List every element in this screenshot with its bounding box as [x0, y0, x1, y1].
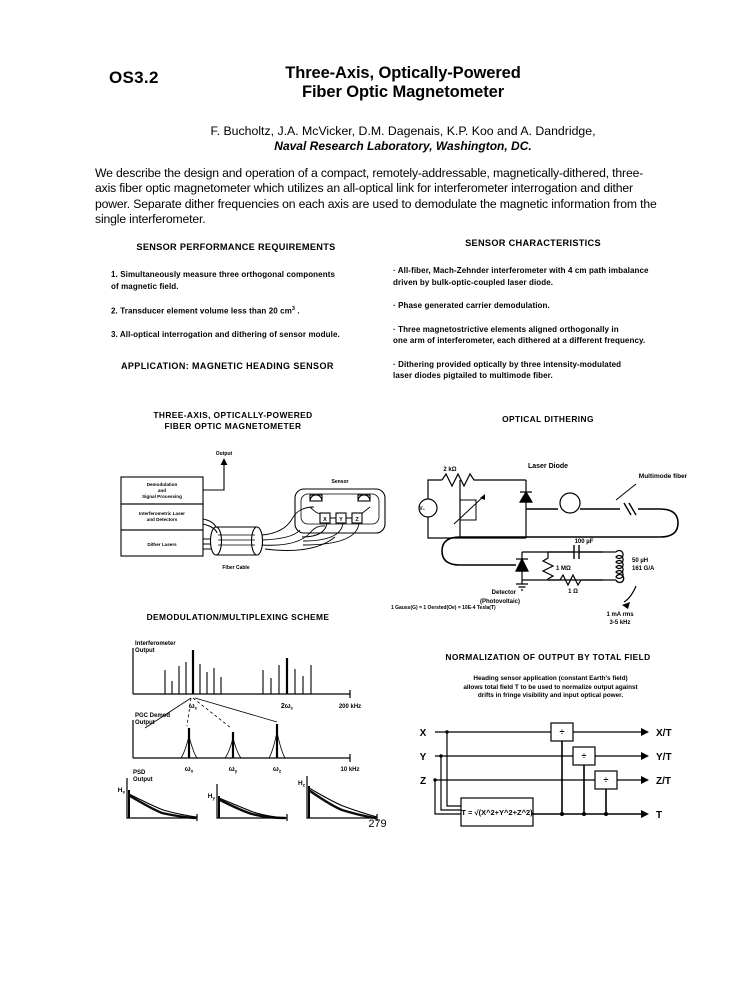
- cable-label-text: Fiber Cable: [222, 565, 250, 571]
- system-figure-heading-line-1: THREE-AXIS, OPTICALLY-POWERED: [153, 410, 313, 420]
- row2-axis-end-text: 10 kHz: [340, 767, 360, 773]
- laser-diode-label-text: Laser Diode: [527, 463, 569, 470]
- system-figure-heading-line-2: FIBER OPTIC MAGNETOMETER: [164, 421, 302, 431]
- hx-label-text: $H_x$: [117, 787, 125, 795]
- divider-2-symbol-text: ÷: [581, 751, 587, 761]
- input-x-label-text: X: [419, 728, 427, 739]
- characteristic-item-1: [393, 265, 673, 288]
- detector-label-line2-text: (Photovoltaic): [480, 599, 520, 605]
- author-block: [133, 124, 673, 154]
- block1-line1-text: Demodulation: [146, 482, 178, 487]
- affiliation: Naval Research Laboratory, Washington, DC.: [274, 139, 532, 153]
- sensor-characteristics: [393, 238, 673, 382]
- normalization-block-diagram: [413, 710, 693, 830]
- characteristic-item-3-line-1: · Three magnetostrictive elements aligned orthogonally in: [393, 324, 619, 334]
- psd-output-line2-text: Output: [133, 777, 153, 783]
- coil-label-line2-text: 161 G/A: [632, 566, 655, 572]
- cap-label-text: 100 µF: [574, 539, 594, 545]
- divider-1-symbol-text: ÷: [559, 727, 565, 737]
- characteristic-item-4-line-2: laser diodes pigtailed to multimode fiber.: [393, 371, 553, 380]
- requirement-item-2-superscript: 3: [291, 306, 296, 312]
- interferometer-output-line2-text: Output: [135, 648, 155, 654]
- divider-3-symbol-text: ÷: [603, 775, 609, 785]
- output-label-text: Output: [215, 451, 233, 457]
- normalization-note-line-1: Heading sensor application (constant Earth's field): [473, 675, 628, 682]
- requirement-item-1-line-2: of magnetic field.: [111, 281, 179, 291]
- current-label-line1-text: 1 mA rms: [606, 612, 634, 618]
- gauss-conversion-footnote: 1 Gauss(G) = 1 Oersted(Oe) = 10E-4 Tesla(T): [391, 605, 496, 611]
- row1-axis-end-text: 200 kHz: [338, 704, 362, 710]
- demodulation-multiplexing-chart: [105, 628, 395, 823]
- omega-z-tick-text: $\omega_z$: [272, 766, 282, 774]
- omega-x-tick-text: $\omega_x$: [184, 766, 194, 774]
- requirements-heading: SENSOR PERFORMANCE REQUIREMENTS: [136, 242, 336, 252]
- output-xt-label-text: X/T: [656, 728, 672, 739]
- characteristic-item-3: [393, 324, 673, 347]
- output-zt-label-text: Z/T: [656, 776, 671, 787]
- output-t-label-text: T: [656, 810, 663, 821]
- r1-label-text: 1 Ω: [568, 589, 578, 595]
- characteristic-item-2: · Phase generated carrier demodulation.: [393, 301, 550, 310]
- characteristic-item-1-line-1: · All-fiber, Mach-Zehnder interferometer with 4 cm path imbalance: [393, 266, 649, 275]
- hz-label-text: $H_z$: [298, 780, 305, 788]
- coil-label-line1-text: 50 µH: [632, 558, 649, 564]
- output-yt-label-text: Y/T: [656, 752, 672, 763]
- sensor-performance-requirements: [111, 242, 361, 371]
- optical-dithering-circuit: [398, 440, 698, 625]
- normalization-note-line-3: drifts in fringe visibility and input optical power.: [477, 692, 624, 700]
- rmeg-label-text: 1 MΩ: [556, 566, 571, 572]
- demod-figure-heading: DEMODULATION/MULTIPLEXING SCHEME: [146, 612, 330, 622]
- session-code: OS3.2: [109, 68, 159, 87]
- requirement-item-1-line-1: 1. Simultaneously measure three orthogonal components: [111, 270, 336, 279]
- abstract-text: We describe the design and operation of a compact, remotely-addressable, magnetically-dithered, three-axis fiber optic magnetometer which utilizes an all-optical link for interferometer interrogation and dither power. Separate dither frequencies on each axis are used to demodulate the magnetic information from the single interferometer.: [95, 166, 657, 226]
- paper-sheet: [23, 20, 732, 960]
- resistor-2k-label-text: 2 kΩ: [443, 467, 457, 473]
- requirement-item-2-text: 2. Transducer element volume less than 20 cm: [111, 306, 292, 316]
- block3-text: Dither Lasers: [147, 542, 177, 547]
- detector-label-line1-text: Detector: [491, 590, 516, 596]
- axis-y-text: Y: [339, 517, 343, 523]
- current-label-line2-text: 3-5 kHz: [609, 620, 631, 625]
- characteristic-item-4: [393, 359, 673, 382]
- application-line: APPLICATION: MAGNETIC HEADING SENSOR: [121, 360, 334, 371]
- author-names: F. Bucholtz, J.A. McVicker, D.M. Dagenais, K.P. Koo and A. Dandridge,: [210, 124, 596, 138]
- axis-z-text: Z: [355, 517, 359, 523]
- interferometer-output-line1-text: Interferometer: [135, 641, 176, 647]
- requirement-item-2-period: .: [295, 306, 300, 316]
- block1-line2-text: and: [157, 488, 167, 493]
- system-figure-heading: [133, 410, 333, 432]
- hy-label-text: $H_y$: [207, 793, 215, 801]
- source-label-text: V₀: [419, 506, 425, 512]
- psd-output-line1-text: PSD: [133, 770, 146, 776]
- omega-c-tick-text: $\omega_c$: [188, 703, 198, 711]
- requirement-item-2: [111, 304, 361, 317]
- dither-figure-heading: OPTICAL DITHERING: [502, 414, 594, 424]
- characteristic-item-4-line-1: · Dithering provided optically by three intensity-modulated: [393, 359, 622, 369]
- block1-line3-text: Signal Processing: [142, 494, 182, 499]
- axis-x-text: X: [323, 517, 327, 523]
- multimode-fiber-label-text: Multimode fiber: [638, 473, 688, 480]
- requirement-item-1: [111, 269, 361, 292]
- page-title: [203, 64, 603, 102]
- normalization-note: [433, 675, 668, 701]
- two-omega-c-tick-text: $2\omega_c$: [280, 703, 294, 711]
- page-number: 279: [368, 818, 387, 830]
- sensor-label-text: Sensor: [331, 479, 349, 485]
- characteristics-heading: SENSOR CHARACTERISTICS: [465, 238, 601, 248]
- pgc-demod-line2-text: Output: [135, 720, 155, 726]
- normalization-figure-heading: NORMALIZATION OF OUTPUT BY TOTAL FIELD: [445, 652, 651, 662]
- characteristic-item-1-line-2: driven by bulk-optic-coupled laser diode.: [393, 277, 554, 287]
- block2-line1-text: Interferometric Laser: [139, 511, 185, 516]
- total-field-formula-text: T = √(X^2+Y^2+Z^2): [461, 808, 533, 817]
- omega-y-tick-text: $\omega_y$: [228, 766, 238, 774]
- requirement-item-3: 3. All-optical interrogation and dithering of sensor module.: [111, 330, 340, 340]
- title-line-1: Three-Axis, Optically-Powered: [285, 64, 521, 82]
- input-z-label-text: Z: [419, 776, 427, 787]
- title-line-2: Fiber Optic Magnetometer: [301, 83, 505, 101]
- input-y-label-text: Y: [419, 752, 427, 763]
- system-block-diagram: [105, 445, 395, 585]
- normalization-note-line-2: allows total field T to be used to normalize output against: [463, 683, 638, 691]
- pgc-demod-line1-text: PGC Demod: [135, 713, 171, 719]
- block2-line2-text: and Detectors: [146, 517, 178, 522]
- characteristic-item-3-line-2: one arm of interferometer, each dithered at a different frequency.: [393, 336, 646, 345]
